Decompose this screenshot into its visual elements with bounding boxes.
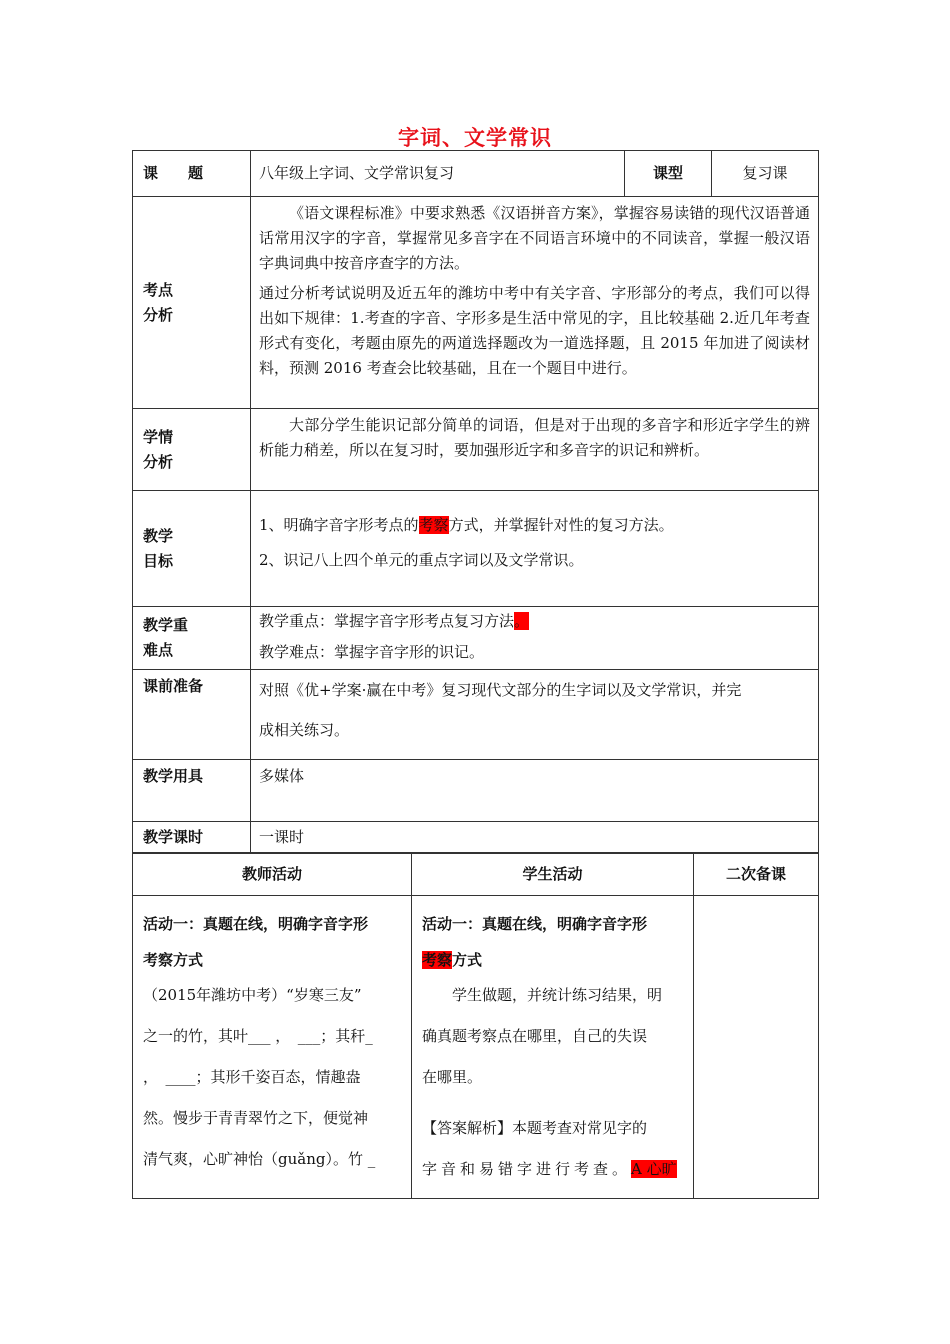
second-prep-cell [694, 896, 819, 1199]
teacher-line: 之一的竹，其叶___ ， ___；其秆_ [143, 1027, 373, 1045]
key-points-label: 教学重 难点 [133, 607, 251, 670]
exam-analysis-label: 考点 分析 [133, 197, 251, 409]
exam-analysis-para1: 《语文课程标准》中要求熟悉《汉语拼音方案》，掌握容易读错的现代汉语普通话常用汉字的字音，掌握常见多音字在不同语言环境中的不同读音，掌握一般汉语字典词典中按音序查字的方法。 [259, 204, 810, 272]
hours-value: 一课时 [251, 822, 819, 853]
student-analysis-text: 大部分学生能识记部分简单的词语，但是对于出现的多音字和形近字学生的辨析能力稍差，所以在复习时，要加强形近字和多音字的识记和辨析。 [251, 409, 819, 491]
tools-value: 多媒体 [251, 760, 819, 822]
prep-label: 课前准备 [133, 670, 251, 760]
page-title: 字词、文学常识 [398, 126, 552, 150]
key-points-text [251, 607, 819, 670]
type-label: 课型 [625, 151, 712, 197]
type-value: 复习课 [712, 151, 819, 197]
lesson-plan-table [132, 150, 819, 853]
teacher-activity-header: 教师活动 [133, 854, 412, 896]
second-prep-header: 二次备课 [694, 854, 819, 896]
tools-label: 教学用具 [133, 760, 251, 822]
prep-text: 对照《优+学案·赢在中考》复习现代文部分的生字词以及文学常识，并完 成相关练习。 [251, 670, 819, 760]
activities-table [132, 853, 819, 1199]
topic-value: 八年级上字词、文学常识复习 [251, 151, 625, 197]
student-activity-heading: 活动一：真题在线，明确字音字形 [422, 915, 648, 933]
goals-label: 教学 目标 [133, 491, 251, 607]
topic-label: 课 题 [133, 151, 251, 197]
difficulty-point: 教学难点：掌握字音字形的识记。 [259, 643, 485, 661]
goal-1: 1、明确字音字形考点的考察方式，并掌握针对性的复习方法。 [259, 516, 674, 534]
teacher-line: （2015年潍坊中考）“岁寒三友” [143, 986, 362, 1004]
goal-2: 2、识记八上四个单元的重点字词以及文学常识。 [259, 551, 584, 569]
teacher-activity-cell: 活动一：真题在线，明确字音字形 考察方式 （2015年潍坊中考）“岁寒三友” 之一的竹，其叶___ ， ___；其秆_ ， ____；其形千姿百态，情趣盎 然。慢步于青青翠竹之下，便觉神 清气爽，心旷神怡（guǎng）。竹 _ [133, 896, 412, 1199]
teacher-activity-heading: 活动一：真题在线，明确字音字形 [143, 915, 369, 933]
teacher-line: ， ____；其形千姿百态，情趣盎 [143, 1068, 361, 1086]
goals-text [251, 491, 819, 607]
teacher-line: 清气爽，心旷神怡（guǎng）。竹 _ [143, 1150, 376, 1168]
teacher-line: 然。慢步于青青翠竹之下，便觉神 [143, 1109, 369, 1127]
exam-analysis-text [251, 197, 819, 409]
hours-label: 教学课时 [133, 822, 251, 853]
exam-analysis-para2: 通过分析考试说明及近五年的潍坊中考中有关字音、字形部分的考点，我们可以得出如下规律：1.考查的字音、字形多是生活中常见的字，且比较基础 2.近几年考查形式有变化，考题由原先的两道选择题改为一道选择题，且 2015 年加进了阅读材料，预测 2016 考查会比较基础，且在一个题目中进行。 [259, 284, 810, 377]
student-analysis-label: 学情 分析 [133, 409, 251, 491]
student-activity-cell: 活动一：真题在线，明确字音字形 考察方式 学生做题，并统计练习结果，明 确真题考察点在哪里，自己的失误 在哪里。 【答案解析】本题考查对常见字的 字音和易错字进行考查。A 心旷 [412, 896, 694, 1199]
student-activity-header: 学生活动 [412, 854, 694, 896]
key-point: 教学重点：掌握字音字形考点复习方法。 [259, 612, 530, 630]
